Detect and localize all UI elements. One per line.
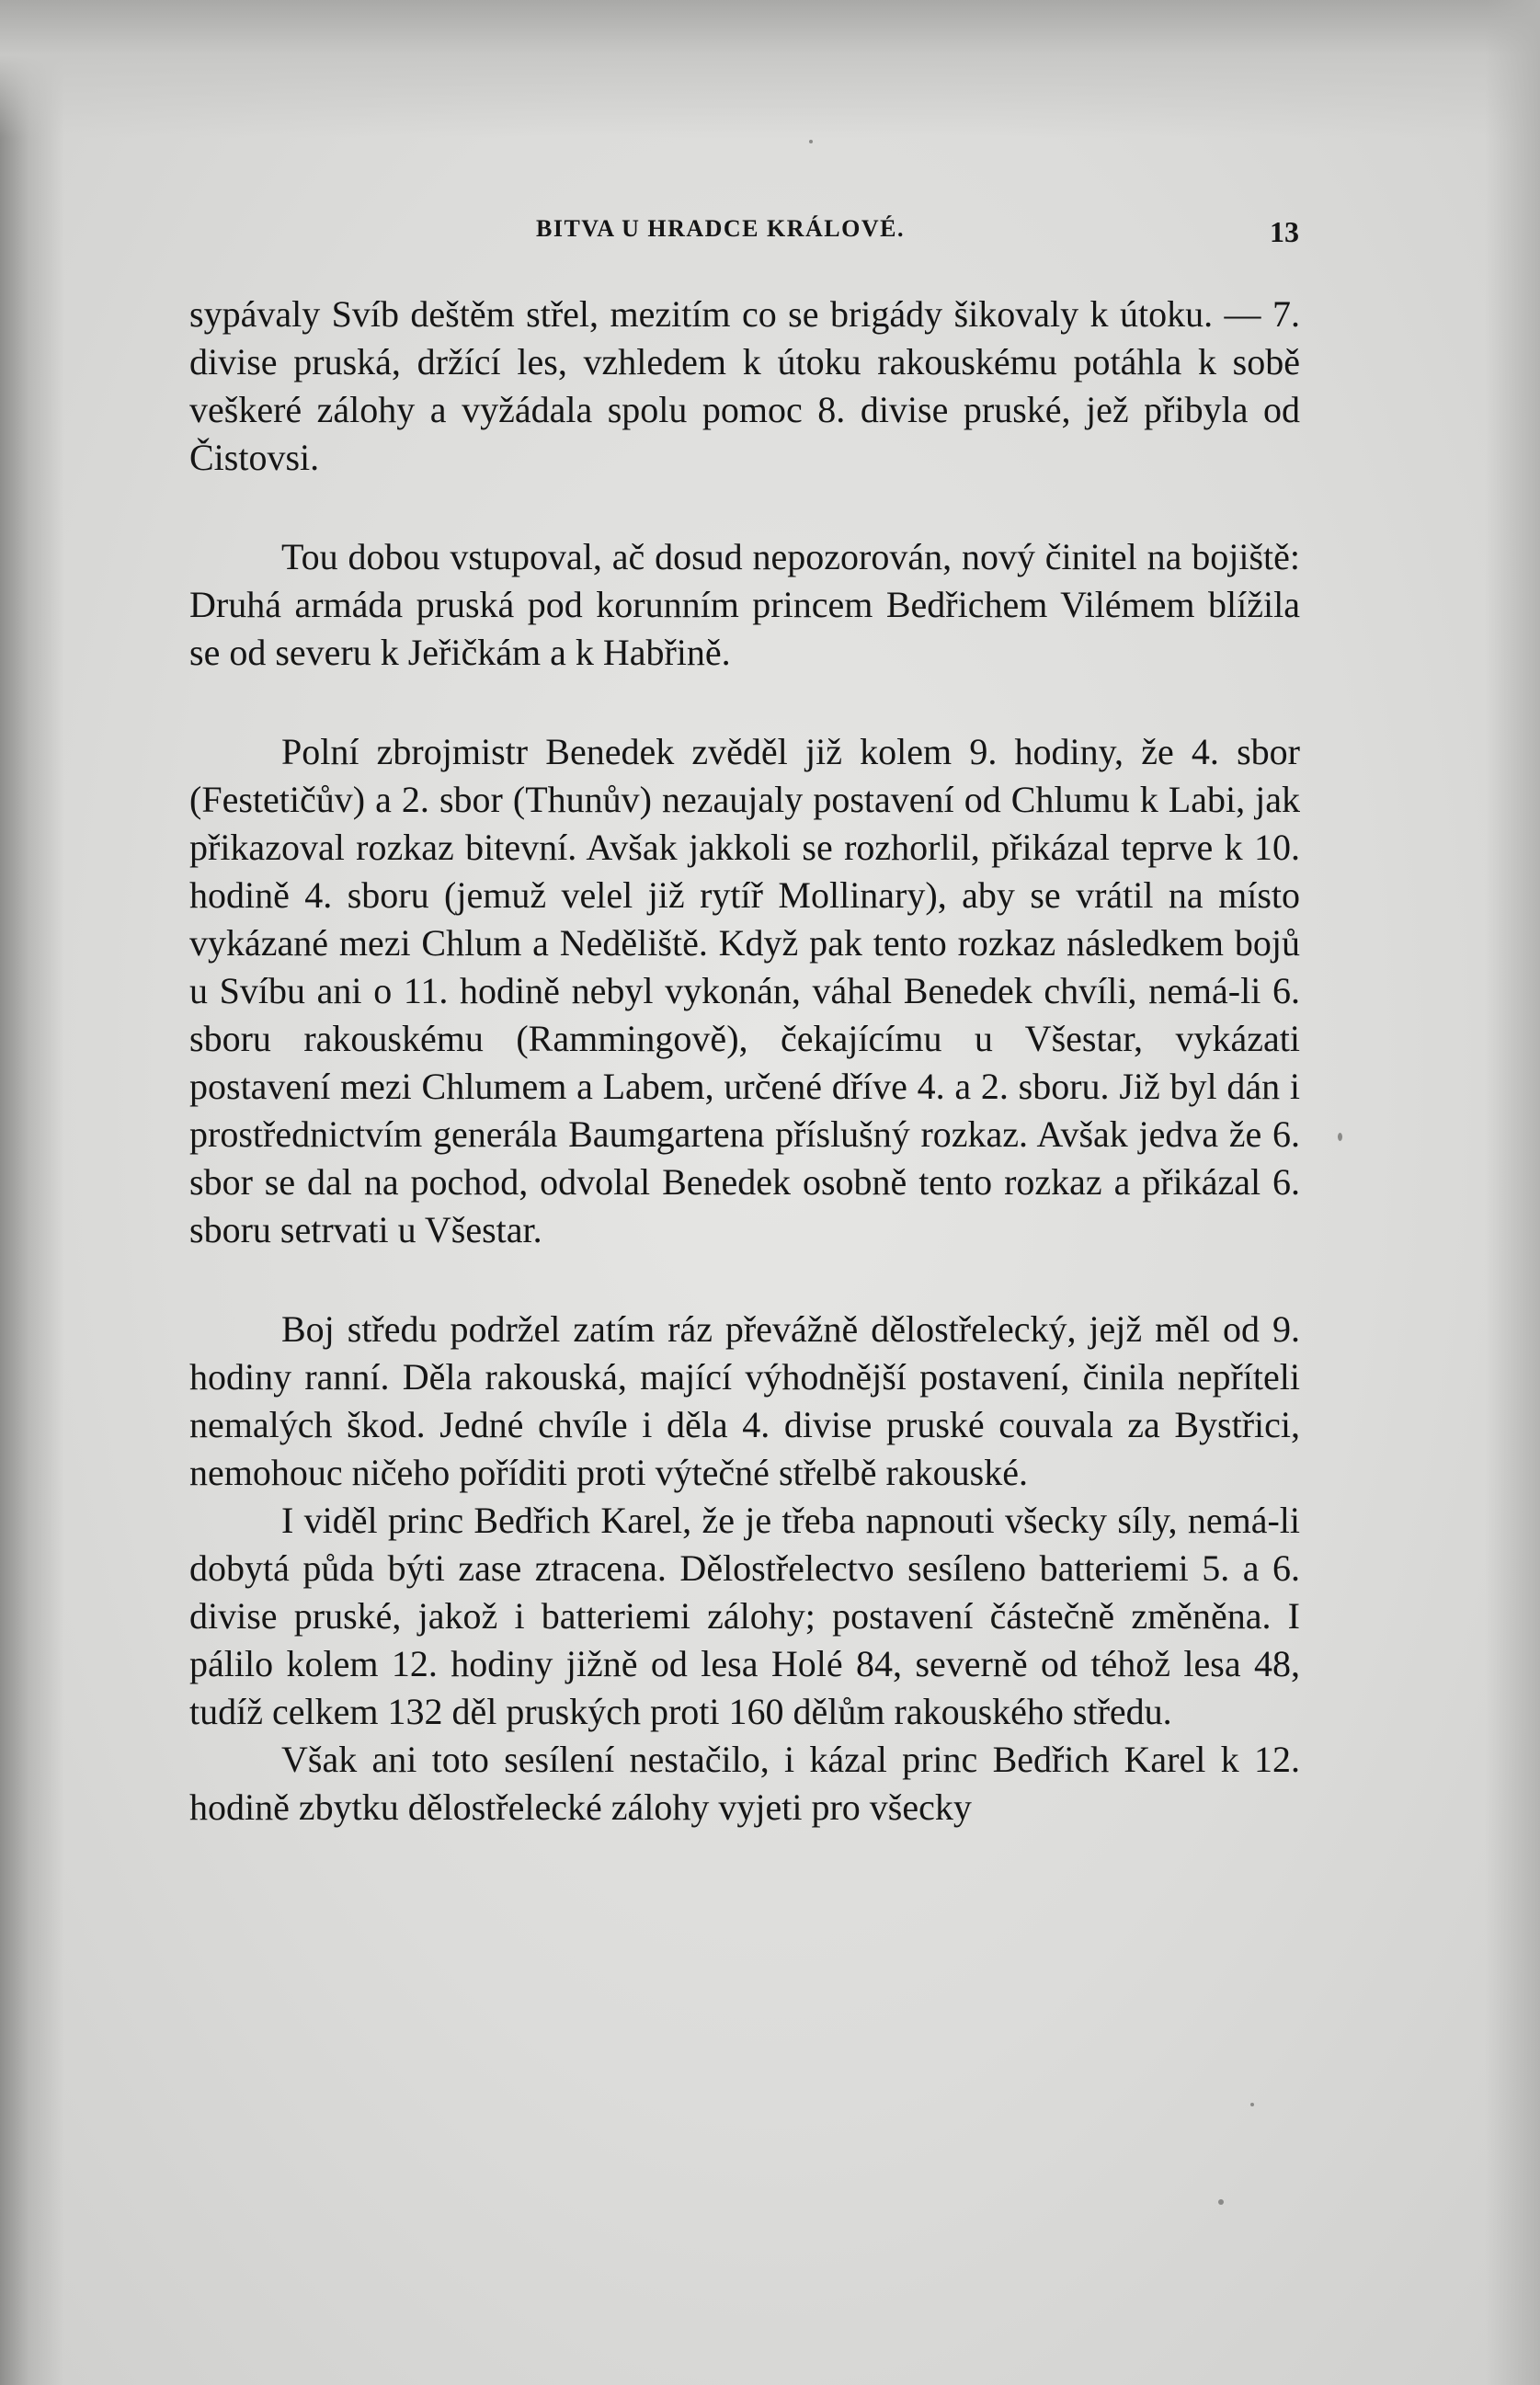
spine-shadow	[0, 0, 64, 2385]
paragraph: Polní zbrojmistr Benedek zvěděl již kolem 9. hodiny, že 4. sbor (Festetičův) a 2. sbor (Thunův) nezaujaly postavení od Chlumu k Labi, jak přikazoval rozkaz bitevní. Avšak jakkoli se rozhorlil, přikázal teprve k 10. hodině 4. sboru (jemuž velel již rytíř Mollinary), aby se vrátil na místo vykázané mezi Chlum a Neděliště. Když pak tento rozkaz následkem bojů u Svíbu ani o 11. hodině nebyl vykonán, váhal Benedek chvíli, nemá-li 6. sboru rakouskému (Rammingově), čekajícímu u Všestar, vykázati postavení mezi Chlumem a Labem, určené dříve 4. a 2. sboru. Již byl dán i prostřednictvím generála Baumgartena příslušný rozkaz. Avšak jedva že 6. sbor se dal na pochod, odvolal Benedek osobně tento rozkaz a přikázal 6. sboru setrvati u Všestar.	[189, 731, 1300, 1250]
running-title: BITVA U HRADCE KRÁLOVÉ.	[536, 215, 905, 242]
paper-speck	[1218, 2199, 1224, 2205]
paragraph: Však ani toto sesílení nestačilo, i kázal princ Bedřich Karel k 12. hodině zbytku dělostřelecké zálohy vyjeti pro všecky	[189, 1739, 1300, 1828]
paper-speck	[1250, 2103, 1254, 2106]
paragraph: Boj středu podržel zatím ráz převážně dělostřelecký, jejž měl od 9. hodiny ranní. Děla rakouská, mající výhodnější postavení, činila nepříteli nemalých škod. Jedné chvíle i děla 4. divise pruské couvala za Bystřici, nemohouc ničeho poříditi proti výtečné střelbě rakouské.	[189, 1308, 1300, 1493]
right-edge-shadow	[1485, 0, 1540, 2385]
paper-speck	[809, 140, 813, 143]
paragraph: Tou dobou vstupoval, ač dosud nepozorován, nový činitel na bojiště: Druhá armáda pruská pod korunním princem Bedřichem Vilémem blížila se od severu k Jeřičkám a k Habřině.	[189, 536, 1300, 673]
running-head	[536, 215, 1299, 252]
paragraph: sypávaly Svíb deštěm střel, mezitím co se brigády šikovaly k útoku. — 7. divise pruská, držící les, vzhledem k útoku rakouskému potáhla k sobě veškeré zálohy a vyžádala spolu pomoc 8. divise pruské, jež přibyla od Čistovsi.	[189, 293, 1300, 478]
page-number: 13	[1270, 215, 1299, 248]
paper-speck	[1338, 1133, 1342, 1141]
top-edge-shadow	[0, 0, 1540, 138]
paragraph: I viděl princ Bedřich Karel, že je třeba napnouti všecky síly, nemá-li dobytá půda býti zase ztracena. Dělostřelectvo sesíleno batteriemi 5. a 6. divise pruské, jakož i batteriemi zálohy; postavení částečně změněna. I pálilo kolem 12. hodiny jižně od lesa Holé 84, severně od téhož lesa 48, tudíž celkem 132 děl pruských proti 160 dělům rakouského středu.	[189, 1500, 1300, 1732]
body-text	[189, 291, 1300, 1832]
